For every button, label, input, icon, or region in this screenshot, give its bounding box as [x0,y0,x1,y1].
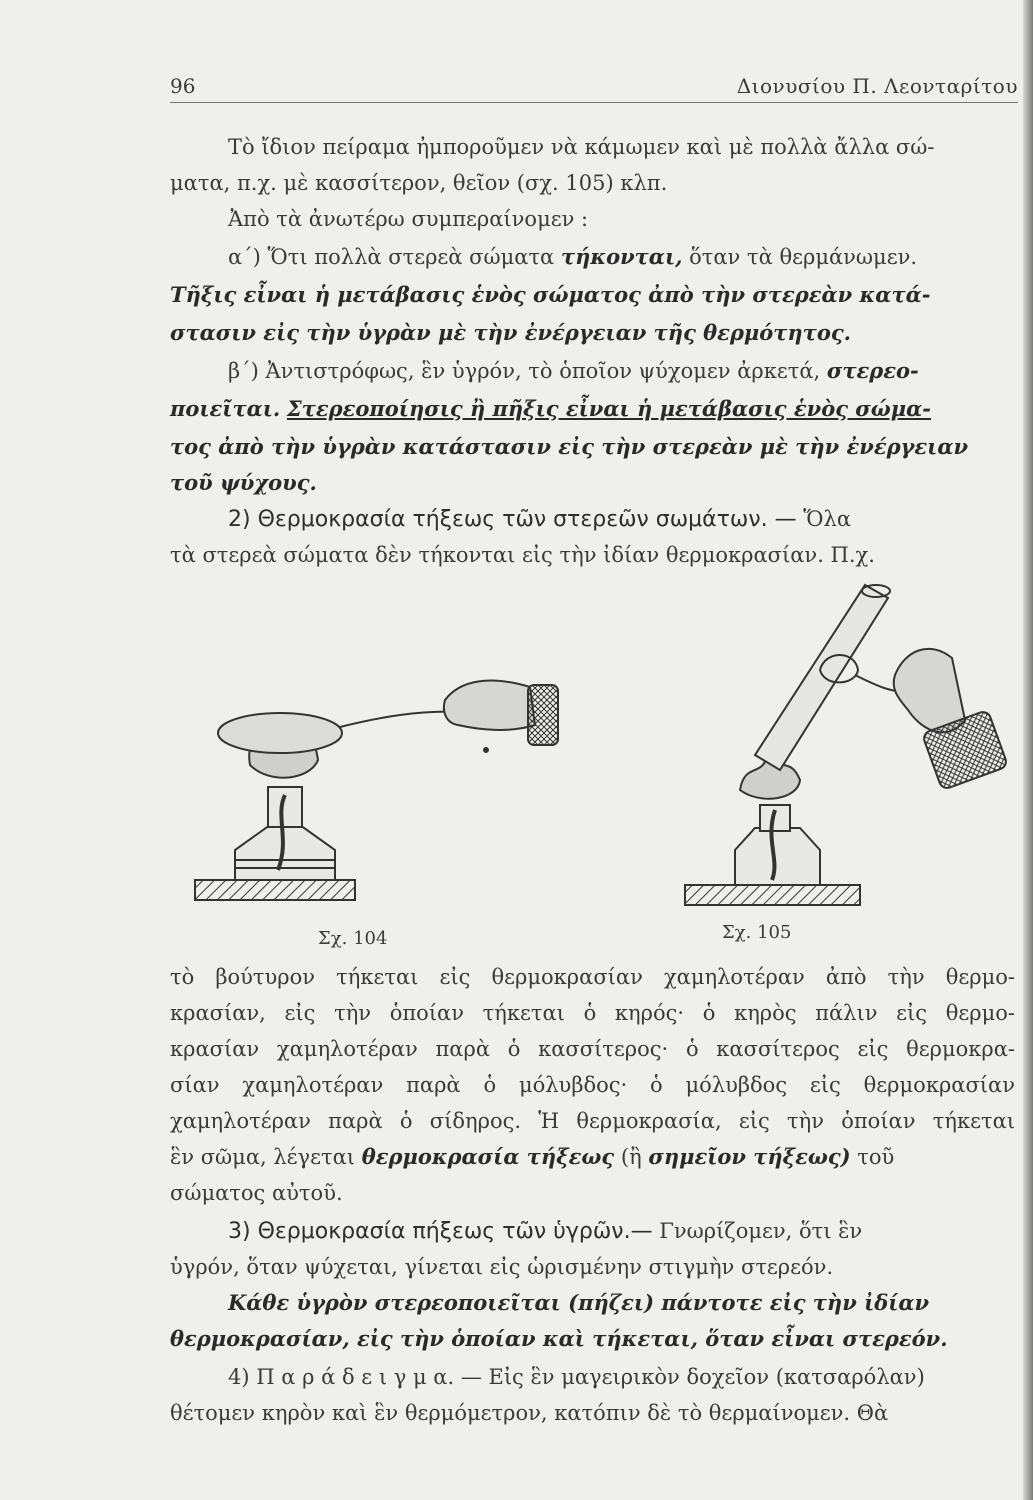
heading-text: 3) Θερμοκρασία πήξεως τῶν ὑγρῶν.— [228,1219,653,1244]
text-line: θέτομεν κηρὸν καὶ ἓν θερμόμετρον, κατόπιν δὲ τὸ θερμαίνομεν. Θὰ [170,1401,889,1425]
figure-105-caption: Σχ. 105 [722,922,792,943]
text-line [170,354,1015,388]
text-line: χαμηλοτέραν παρὰ ὁ σίδηρος. Ἡ θερμοκρασία, εἰς τὴν ὁποίαν τήκεται [170,1109,1015,1133]
text-line [170,1140,1015,1174]
definition-line: τος ἀπὸ τὴν ὑγρὰν κατάστασιν εἰς τὴν στερεὰν μὲ τὴν ἐνέργειαν [170,434,969,459]
figure-104-caption: Σχ. 104 [318,928,388,949]
text-line: τὸ βούτυρον τήκεται εἰς θερμοκρασίαν χαμηλοτέραν ἀπὸ τὴν θερμο- [170,965,1015,989]
definition-line: Κάθε ὑγρὸν στερεοποιεῖται (πήζει) πάντοτε εἰς τὴν ἰδίαν [228,1290,930,1315]
heading-text: 2) Θερμοκρασία τήξεως τῶν στερεῶν σωμάτων. — [228,507,797,532]
term-melting-temperature: θερμοκρασία τήξεως [361,1144,615,1169]
definition-line: στασιν εἰς τὴν ὑγρὰν μὲ τὴν ἐνέργειαν τῆς θερμότητος. [170,320,851,345]
header-rule [170,102,1018,103]
text-line: κρασίαν χαμηλοτέραν παρὰ ὁ κασσίτερος· ὁ κασσίτερος εἰς θερμοκρα- [170,1037,1015,1061]
text-span: ὅταν τὰ θερμάνωμεν. [689,245,918,269]
text-span: Γνωρίζομεν, ὅτι ἓν [659,1219,863,1243]
text-line: σίαν χαμηλοτέραν παρὰ ὁ μόλυβδος· ὁ μόλυβδος εἰς θερμοκρασίαν [170,1073,1015,1097]
term-span: στερεο- [826,358,919,383]
running-title: Διονυσίου Π. Λεονταρίτου [736,74,1018,98]
text-line: ματα, π.χ. μὲ κασσίτερον, θεῖον (σχ. 105) κλπ. [170,171,668,195]
text-span: β΄) Ἀντιστρόφως, ἓν ὑγρόν, τὸ ὁποῖον ψύχομεν ἀρκετά, [228,359,821,383]
text-line: ὑγρόν, ὅταν ψύχεται, γίνεται εἰς ὡρισμένην στιγμὴν στερεόν. [170,1255,834,1279]
page-header [170,68,1018,104]
text-span: (ἢ [620,1145,642,1169]
section-heading-3 [170,1214,1015,1249]
text-line: 4) Π α ρ ά δ ε ι γ μ α. — Εἰς ἓν μαγειρικὸν δοχεῖον (κατσαρόλαν) [228,1365,925,1389]
term-melting: τήκονται, [560,244,683,269]
text-line: κρασίαν, εἰς τὴν ὁποίαν τήκεται ὁ κηρός· ὁ κηρὸς πάλιν εἰς θερμο- [170,1001,1015,1025]
term-span: ποιεῖται. [170,396,281,421]
definition-span: Στερεοποίησις ἢ πῆξις εἶναι ἡ μετάβασις ἑνὸς σώμα- [286,396,932,421]
figure-105-test-tube-over-burner [680,580,1025,915]
figure-104-spoon-over-burner [190,655,590,910]
text-span: Ὅλα [803,507,852,531]
text-line: σώματος αὐτοῦ. [170,1181,343,1205]
section-heading-2 [170,502,1015,537]
text-span: α΄) Ὅτι πολλὰ στερεὰ σώματα [228,245,555,269]
page-number: 96 [170,74,196,98]
text-line: Ἀπὸ τὰ ἀνωτέρω συμπεραίνομεν : [228,207,589,231]
definition-line: τοῦ ψύχους. [170,470,317,495]
term-melting-point: σημεῖον τήξεως) [648,1144,851,1169]
text-line [170,392,1015,426]
definition-line: θερμοκρασίαν, εἰς τὴν ὁποίαν καὶ τήκεται, ὅταν εἶναι στερεόν. [170,1326,948,1351]
text-span: ἓν σῶμα, λέγεται [170,1145,356,1169]
text-span: τοῦ [857,1145,895,1169]
text-line: τὰ στερεὰ σώματα δὲν τήκονται εἰς τὴν ἰδίαν θερμοκρασίαν. Π.χ. [170,543,875,567]
definition-line: Τῆξις εἶναι ἡ μετάβασις ἑνὸς σώματος ἀπὸ τὴν στερεὰν κατά- [170,282,931,307]
text-line [170,240,1015,274]
text-line: Τὸ ἴδιον πείραμα ἠμποροῦμεν νὰ κάμωμεν καὶ μὲ πολλὰ ἄλλα σώ- [228,135,935,159]
